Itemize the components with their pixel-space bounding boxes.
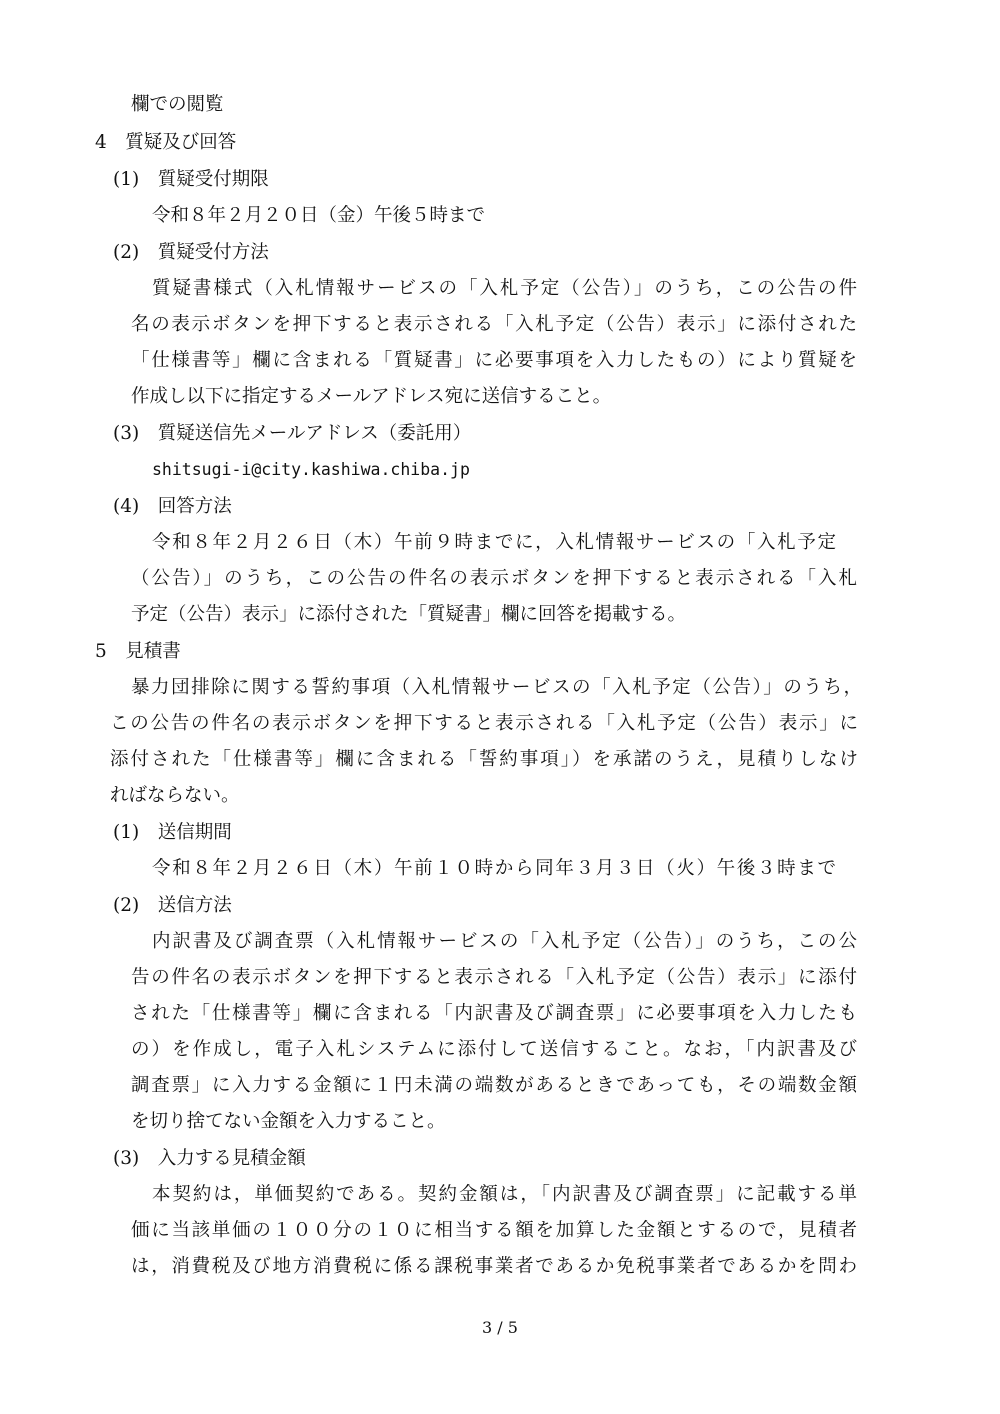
subsection-heading-5-3: (3) 入力する見積金額 [113,1148,306,1169]
section-heading-4: 4 質疑及び回答 [95,132,237,153]
paragraph-line: 本契約は，単価契約である。契約金額は，「内訳書及び調査票」に記載する単 [152,1184,857,1205]
paragraph-line: 「仕様書等」欄に含まれる「質疑書」に必要事項を入力したもの）により質疑を [131,350,857,371]
subsection-heading-5-2: (2) 送信方法 [113,895,232,916]
paragraph-line: された「仕様書等」欄に含まれる「内訳書及び調査票」に必要事項を入力したも [131,1003,857,1024]
paragraph-line: 質疑書様式（入札情報サービスの「入札予定（公告）」のうち，この公告の件 [152,278,857,299]
paragraph-line: 作成し以下に指定するメールアドレス宛に送信すること。 [131,386,612,407]
subsection-heading-4-4: (4) 回答方法 [113,496,232,517]
paragraph-line: 暴力団排除に関する誓約事項（入札情報サービスの「入札予定（公告）」のうち， [131,677,862,698]
subsection-heading-4-2: (2) 質疑受付方法 [113,242,269,263]
paragraph-line: 添付された「仕様書等」欄に含まれる「誓約事項」）を承諾のうえ，見積りしなけ [110,749,858,770]
subsection-heading-4-1: (1) 質疑受付期限 [113,169,269,190]
paragraph-line: （公告）」のうち，この公告の件名の表示ボタンを押下すると表示される「入札 [131,568,857,589]
inquiry-deadline-text: 令和８年２月２０日（金）午後５時まで [152,205,486,226]
subsection-heading-4-3: (3) 質疑送信先メールアドレス（委託用） [113,423,472,444]
page-number: 3 / 5 [482,1318,518,1337]
paragraph-line: 名の表示ボタンを押下すると表示される「入札予定（公告）表示」に添付された [131,314,857,335]
continuation-text: 欄での閲覧 [131,94,224,115]
paragraph-line: 内訳書及び調査票（入札情報サービスの「入札予定（公告）」のうち，この公 [152,931,857,952]
paragraph-line: 価に当該単価の１００分の１０に相当する額を加算した金額とするので，見積者 [131,1220,857,1241]
paragraph-line: ればならない。 [110,785,240,806]
paragraph-line: 令和８年２月２６日（木）午前９時までに，入札情報サービスの「入札予定 [152,532,836,553]
paragraph-line: 予定（公告）表示」に添付された「質疑書」欄に回答を掲載する。 [131,604,687,625]
paragraph-line: の）を作成し，電子入札システムに添付して送信すること。なお，「内訳書及び [131,1039,857,1060]
email-address: shitsugi-i@city.kashiwa.chiba.jp [152,460,470,479]
paragraph-line: 告の件名の表示ボタンを押下すると表示される「入札予定（公告）表示」に添付 [131,967,857,988]
subsection-heading-5-1: (1) 送信期間 [113,822,232,843]
paragraph-line: 調査票」に入力する金額に１円未満の端数があるときであっても，その端数金額 [131,1075,857,1096]
submission-period-text: 令和８年２月２６日（木）午前１０時から同年３月３日（火）午後３時まで [152,858,836,879]
paragraph-line: は，消費税及び地方消費税に係る課税事業者であるか免税事業者であるかを問わ [131,1256,857,1277]
paragraph-line: を切り捨てない金額を入力すること。 [131,1111,446,1132]
paragraph-line: この公告の件名の表示ボタンを押下すると表示される「入札予定（公告）表示」に [110,713,858,734]
section-heading-5: 5 見積書 [95,641,181,662]
